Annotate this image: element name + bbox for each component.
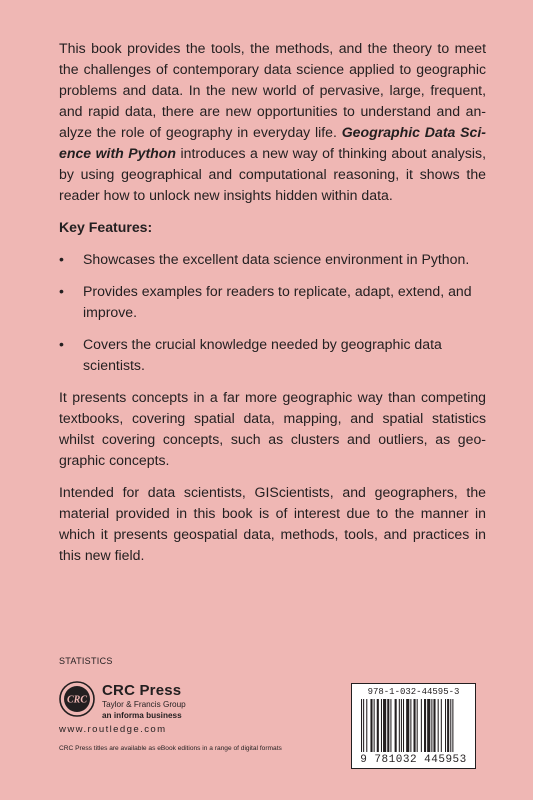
barcode-bar (395, 699, 397, 752)
barcode-bar (427, 699, 430, 752)
key-features-heading: Key Features: (59, 219, 153, 235)
feature-item (59, 281, 486, 323)
barcode-bar (406, 699, 409, 752)
audience-paragraph: Intended for data scientists, GIScientists, and geographers, the material provided in this book is of interest due to the manner in which it presents geospatial data, methods, tools, and practices in this new field. (59, 484, 486, 563)
barcode-bar (441, 699, 442, 752)
barcode-bar (387, 699, 389, 752)
intro-text-after: introduces a new way of thinking about analysis, by using geographical and computational reasoning, it shows the reader how to unlock new insights hidden within data. (59, 145, 486, 203)
publisher-group: Taylor & Francis Group (102, 700, 186, 709)
logo-text: CRC (66, 694, 88, 706)
barcode-bar (417, 699, 418, 752)
back-cover-blurb (59, 38, 486, 577)
subject-category: STATISTICS (59, 656, 113, 666)
isbn-number: 978-1-032-44595-3 (367, 687, 460, 697)
bullet-icon: • (59, 251, 64, 267)
barcode-bar (401, 699, 402, 752)
barcode-bar (410, 699, 411, 752)
barcode-bar (403, 699, 404, 752)
bullet-icon: • (59, 336, 64, 352)
feature-item (59, 334, 486, 376)
barcode-bar (363, 699, 364, 752)
concepts-paragraph: It presents concepts in a far more geographic way than competing textbooks, covering spatial data, mapping, and spatial statistics whilst covering concepts, such as clusters and outliers, as geographic concepts. (59, 389, 486, 468)
barcode-bar (377, 699, 379, 752)
feature-text: Showcases the excellent data science environment in Python. (83, 251, 470, 267)
barcode-bar (414, 699, 416, 752)
key-features-list (59, 249, 486, 376)
barcode-bar (447, 699, 449, 752)
barcode-bar (370, 699, 372, 752)
barcode-bar (390, 699, 391, 752)
feature-text: Covers the crucial knowledge needed by geographic data scientists. (83, 336, 442, 373)
ebook-availability-note: CRC Press titles are available as eBook editions in a range of digital formats (59, 745, 282, 752)
barcode-bar (445, 699, 446, 752)
barcode-bar (399, 699, 400, 752)
book-title-inline: Geographic Data Science with Python (59, 124, 486, 161)
barcode-bar (438, 699, 439, 752)
bullet-icon: • (59, 283, 64, 299)
barcode-bar (366, 699, 367, 752)
barcode-bar (433, 699, 435, 752)
intro-text-before: This book provides the tools, the methods, and the theory to meet the challenges of contemporary data science applied to geographic problems and data. In the new world of pervasive, large, frequent, and rapid data, there are new opportunities to understand and analyze the role of geography in everyday life. (59, 40, 486, 140)
publisher-name: CRC Press (102, 682, 182, 699)
barcode-bar (374, 699, 375, 752)
barcode-bar (452, 699, 453, 752)
publisher-url: www.routledge.com (59, 724, 167, 735)
barcode-bar (361, 699, 362, 752)
isbn-barcode (351, 683, 476, 769)
publisher-informa: an informa business (102, 711, 182, 720)
barcode-bar (421, 699, 422, 752)
barcode-bar (383, 699, 386, 752)
barcode-bar (381, 699, 382, 752)
feature-text: Provides examples for readers to replicate, adapt, extend, and improve. (83, 283, 472, 320)
ean-digits: 9 781032 445953 (360, 754, 467, 766)
barcode-bars-icon (361, 699, 468, 752)
intro-paragraph (59, 38, 486, 206)
crc-press-logo-icon (59, 681, 95, 717)
barcode-bar (424, 699, 426, 752)
feature-item (59, 249, 486, 270)
barcode-bar (431, 699, 432, 752)
barcode-bar (450, 699, 451, 752)
